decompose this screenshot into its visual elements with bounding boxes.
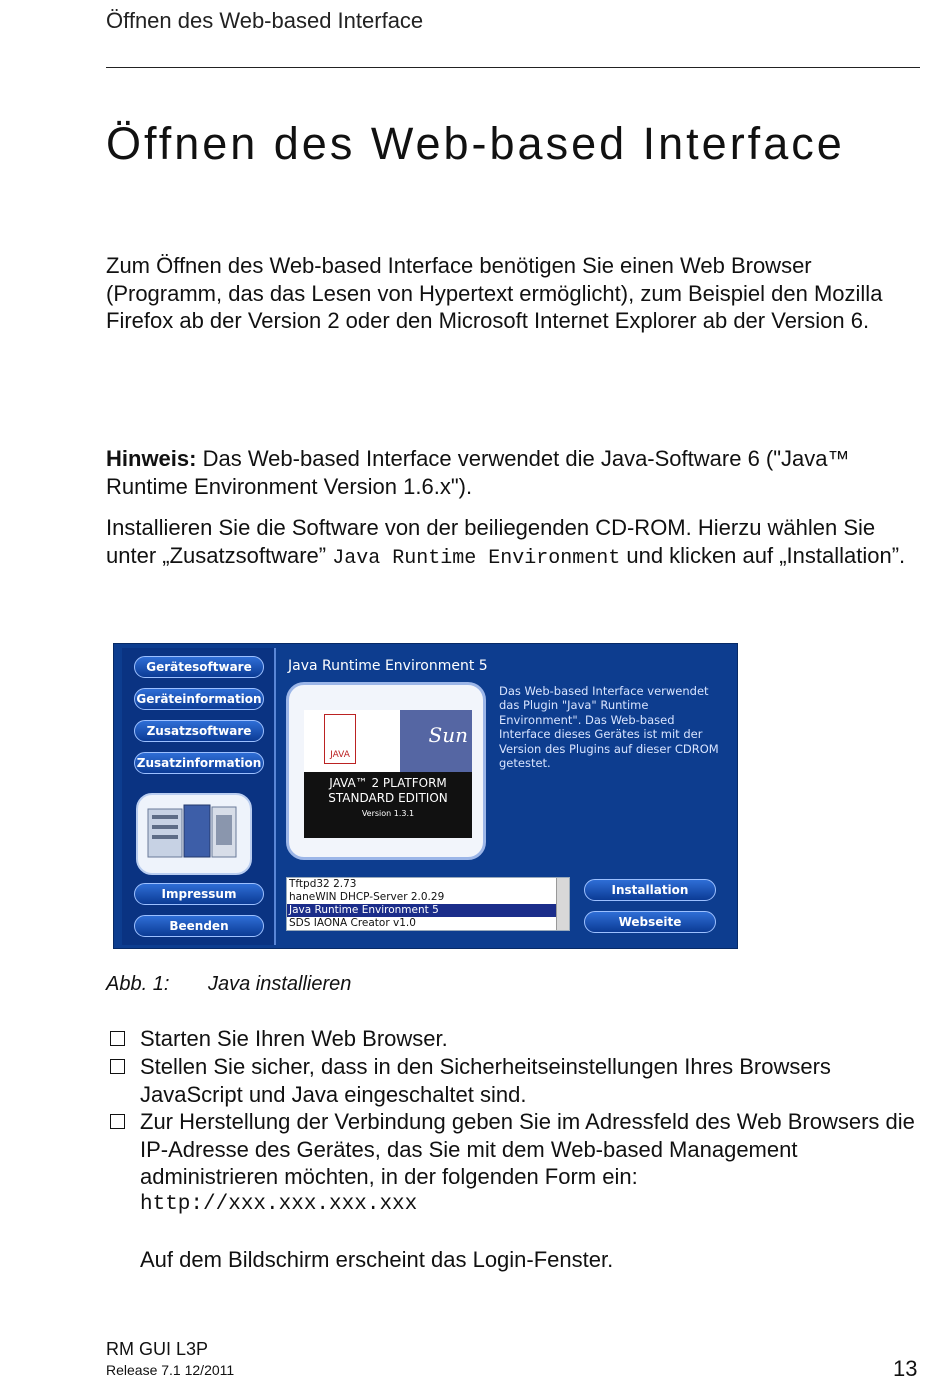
java-box-top [304,710,472,772]
figure-caption: Java installieren [208,973,352,995]
list-item[interactable]: haneWIN DHCP-Server 2.0.29 [289,891,445,903]
list-item-selected[interactable]: Java Runtime Environment 5 [287,904,569,917]
figure-label: Abb. 1: [106,973,170,995]
install-code: Java Runtime Environment [332,546,621,570]
nav-button-zusatzsoftware[interactable]: Zusatzsoftware [134,720,264,742]
footer-doc: RM GUI L3P [106,1339,209,1359]
page-number: 13 [893,1356,918,1381]
page-title: Öffnen des Web-based Interface [106,118,845,169]
step-3: Zur Herstellung der Verbindung geben Sie im Adressfeld des Web Browsers die IP-Adresse des Gerätes, das Sie mit dem Web-based Management administrieren möchten, in der folgenden Form ein: [140,1109,915,1189]
install-text-before: Installieren Sie die Software von der beiliegenden CD-ROM. Hierzu wählen Sie unter „Zusatzsoftware” [106,515,876,568]
java-logo-label: JAVA [330,750,350,760]
running-header: Öffnen des Web-based Interface [106,8,424,33]
java-product-box [286,682,486,860]
step-checkbox-icon [110,1031,125,1046]
intro-paragraph: Zum Öffnen des Web-based Interface benötigen Sie einen Web Browser (Programm, das das Lesen von Hypertext ermöglicht), zum Beispiel den Mozilla Firefox ab der Version 2 oder den Microsoft Internet Explorer ab der Version 6. [106,253,883,333]
switch-device-icon [138,795,246,869]
java-box-text [304,776,472,821]
nav-button-geraetesoftware[interactable]: Gerätesoftware [134,656,264,678]
java-box-art [304,710,472,838]
sun-logo-icon: Sun [400,710,472,772]
step-checkbox-icon [110,1059,125,1074]
note-paragraph [106,445,926,500]
url-example: http://xxx.xxx.xxx.xxx [140,1193,418,1216]
footer-release: Release 7.1 12/2011 [106,1362,235,1378]
nav-button-zusatzinformation[interactable]: Zusatzinformation [134,752,264,774]
nav-button-geraeteinformation[interactable]: Geräteinformation [134,688,264,710]
java-box-version: Version 1.3.1 [361,809,415,818]
java-box-line1: JAVA™ 2 PLATFORM [329,776,447,790]
step-2: Stellen Sie sicher, dass in den Sicherheitseinstellungen Ihres Browsers JavaScript und Java eingeschaltet sind. [140,1054,831,1107]
step-1: Starten Sie Ihren Web Browser. [140,1026,448,1051]
note-text: Das Web-based Interface verwendet die Java-Software 6 ("Java™ Runtime Environment Version 1.6.x"). [106,446,850,499]
step-checkbox-icon [110,1114,125,1129]
list-item[interactable]: Tftpd32 2.73 [289,878,357,890]
header-rule [106,67,920,68]
installation-button[interactable]: Installation [584,879,716,901]
device-image [136,793,252,875]
note-label: Hinweis: [106,446,197,471]
software-listbox[interactable] [286,877,570,931]
java-box-line2: STANDARD EDITION [328,791,448,805]
installer-heading: Java Runtime Environment 5 [288,658,488,674]
listbox-scrollbar[interactable] [556,878,569,930]
installer-sidebar [122,648,276,945]
installer-screenshot [113,643,738,949]
install-paragraph [106,514,926,572]
beenden-button[interactable]: Beenden [134,915,264,937]
webseite-button[interactable]: Webseite [584,911,716,933]
list-item[interactable]: SDS IAONA Creator v1.0 [289,917,416,929]
impressum-button[interactable]: Impressum [134,883,264,905]
login-text: Auf dem Bildschirm erscheint das Login-Fenster. [140,1247,614,1272]
java-logo-icon [324,714,356,764]
install-text-after: und klicken auf „Installation”. [620,542,906,568]
installer-info-text: Das Web-based Interface verwendet das Plugin "Java" Runtime Environment". Das Web-based Interface dieses Gerätes ist mit der Version des Plugins auf dieser CDROM getestet. [499,684,719,771]
